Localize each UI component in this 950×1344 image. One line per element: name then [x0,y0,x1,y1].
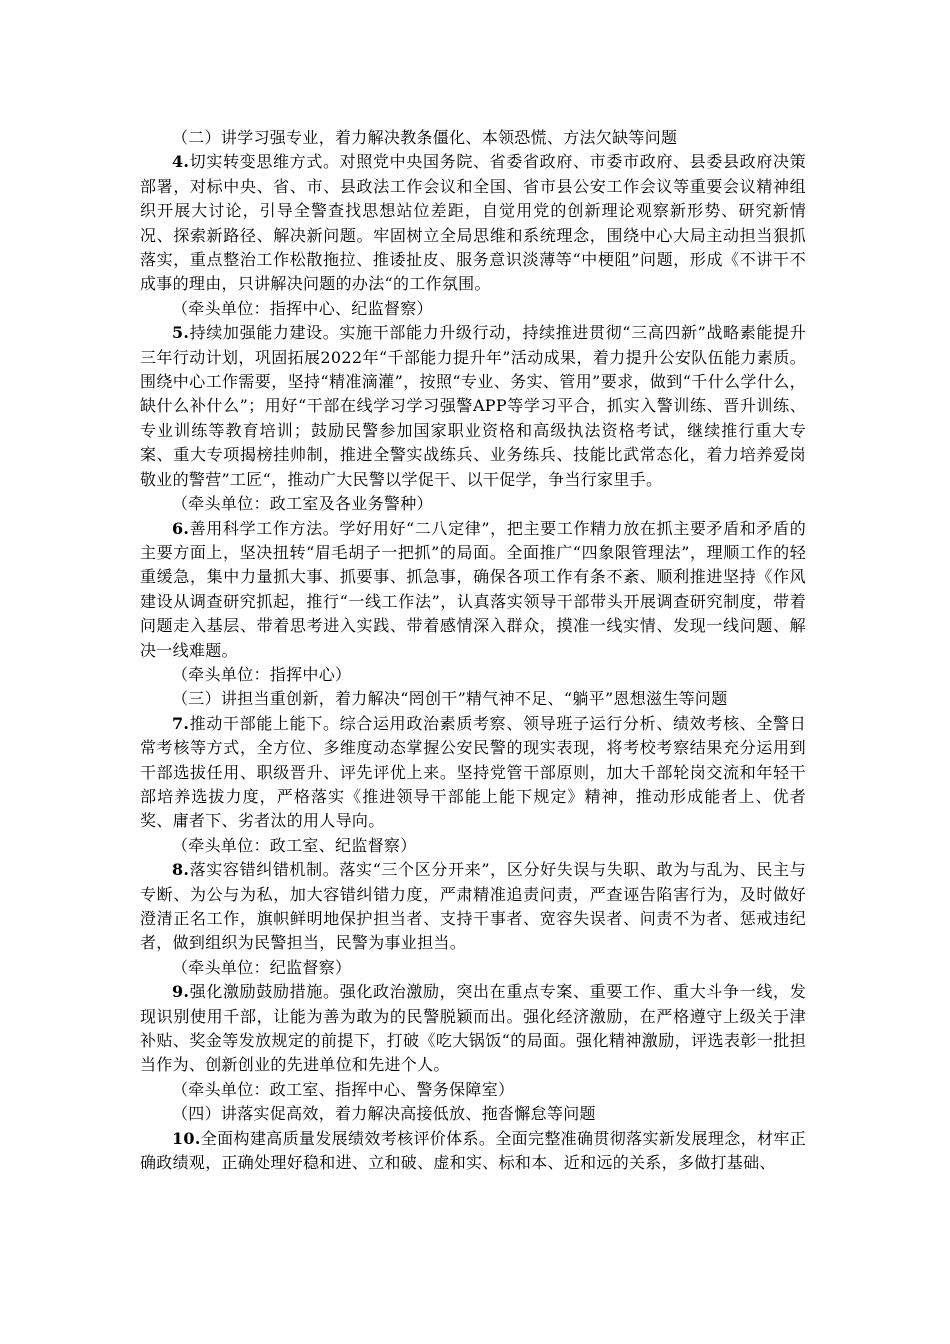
item-number: 9. [172,982,190,1002]
item-text: 持续加强能力建设。实施干部能力升级行动，持续推进贯彻“三高四新”战略素能提升三年行动计划，巩固拓展2022年“千部能力提升年”活动成果，着力提升公安队伍能力素质。围绕中心工作需要，坚持“精准滴灌”，按照“专业、务实、管用”要求，做到“千什么学什么，缺什么补什么”；用好“干部在线学习学习强警APP等学习平合，抓实入警训练、晋升训练、专业训练等教育培训；鼓励民警参加国家职业资格和高级执法资格考试，继续推行重大专案、重大专项揭榜挂帅制，推进全警实战练兵、业务练兵、技能比武常态化，着力培养爱岗敬业的警营”工匠“，推动广大民警以学促干、以干促学，争当行家里手。 [140,323,806,489]
item-number: 7. [172,713,190,733]
lead-unit-8: （牵头单位：纪监督察） [172,957,352,977]
item-number: 6. [172,518,190,538]
section-heading-2: （二）讲学习强专业，着力解决教条僵化、本领恐慌、方法欠缺等问题 [172,128,678,147]
lead-unit-5: （牵头单位：政工室及各业务警种） [172,494,433,514]
item-text: 全面构建高质量发展绩效考核评价体系。全面完整准确贯彻落实新发展理念，材牢正确政绩观，正确处理好稳和进、立和破、虚和实、标和本、近和远的关系，多做打基础、 [140,1128,806,1173]
item-number: 5. [172,323,190,343]
document-body [140,126,806,1175]
item-text: 推动干部能上能下。综合运用政治素质考察、领导班子运行分析、绩效考核、全警日常考核等方式，全方位、多维度动态掌握公安民警的现实表现，将考校考察结果充分运用到干部选拔任用、职级晋升、评先评优上来。坚持党管干部原则，加大千部轮岗交流和年轻干部培养选拔力度，严格落实《推进领导干部能上能下规定》精神，推动形成能者上、优者奖、庸者下、劣者汰的用人导向。 [140,713,806,831]
item-10-paragraph [140,1127,806,1176]
lead-unit-6: （牵头单位：指挥中心） [172,664,352,684]
lead-unit-4: （牵头单位：指挥中心、纪监督察） [172,298,433,318]
item-9-paragraph [140,980,806,1078]
item-text: 落实容错纠错机制。落实“三个区分开来”，区分好失误与失职、敢为与乱为、民主与专断、为公与为私，加大容错纠错力度，严肃精准追责问责，严查诬告陷害行为，及时做好澄清正名工作，旗帜鲜明地保护担当者、支持干事者、宽容失误者、问责不为者、惩戒违纪者，做到组织为民警担当，民警为事业担当。 [140,860,806,953]
item-5-paragraph [140,321,806,492]
item-number: 4. [172,152,190,172]
item-text: 善用科学工作方法。学好用好“二八定律”，把主要工作精力放在抓主要矛盾和矛盾的主要方面上，坚决扭转“眉毛胡子一把抓”的局面。全面推广“四象限管理法”，理顺工作的轻重缓急，集中力量抓大事、抓要事、抓急事，确保各项工作有条不紊、顺利推进坚持《作风建设从调查研究抓起，推行“一线工作法”，认真落实领导干部带头开展调查研究制度，带着问题走入基层、带着思考进入实践、带着感情深入群众，摸准一线实情、发现一线问题、解决一线难题。 [140,518,806,660]
item-number: 8. [172,860,190,880]
lead-unit-9: （牵头单位：政工室、指挥中心、警务保障室） [172,1079,515,1099]
section-heading-3: （三）讲担当重创新，着力解决“罔创干”精气神不足、“躺平”恩想滋生等问题 [172,689,728,709]
item-7-paragraph [140,712,806,834]
item-text: 切实转变思维方式。对照党中央国务院、省委省政府、市委市政府、县委县政府决策部署，对标中央、省、市、县政法工作会议和全国、省市县公安工作会议等重要会议精神组织开展大讨论，引导全警查找思想站位差距，自觉用党的创新理论观察新形势、研究新情况、探索新路径、解决新问题。牢固树立全局思维和系统理念，围绕中心大局主动担当狠抓落实，重点整治工作松散拖拉、推诿扯皮、服务意识淡薄等“中梗阻”问题，形成《不讲干不成事的理由，只讲解决问题的办法“的工作氛围。 [140,152,806,294]
lead-unit-7: （牵头单位：政工室、纪监督察） [172,835,417,855]
item-8-paragraph [140,858,806,956]
item-text: 强化激励鼓励措施。强化政治激励，突出在重点专案、重要工作、重大斗争一线，发现识别使用千部，让能为善为敢为的民警脱颖而出。强化经济激励，在严格遵守上级关于津补贴、奖金等发放规定的前提下，打破《吃大锅饭“的局面。强化精神激励，评选表彰一批担当作为、创新创业的先进单位和先进个人。 [140,982,806,1075]
section-heading-4: （四）讲落实促高效，着力解决高接低放、拖沓懈怠等问题 [172,1104,596,1124]
item-4-paragraph [140,150,806,296]
item-number: 10. [172,1128,201,1148]
item-6-paragraph [140,517,806,663]
